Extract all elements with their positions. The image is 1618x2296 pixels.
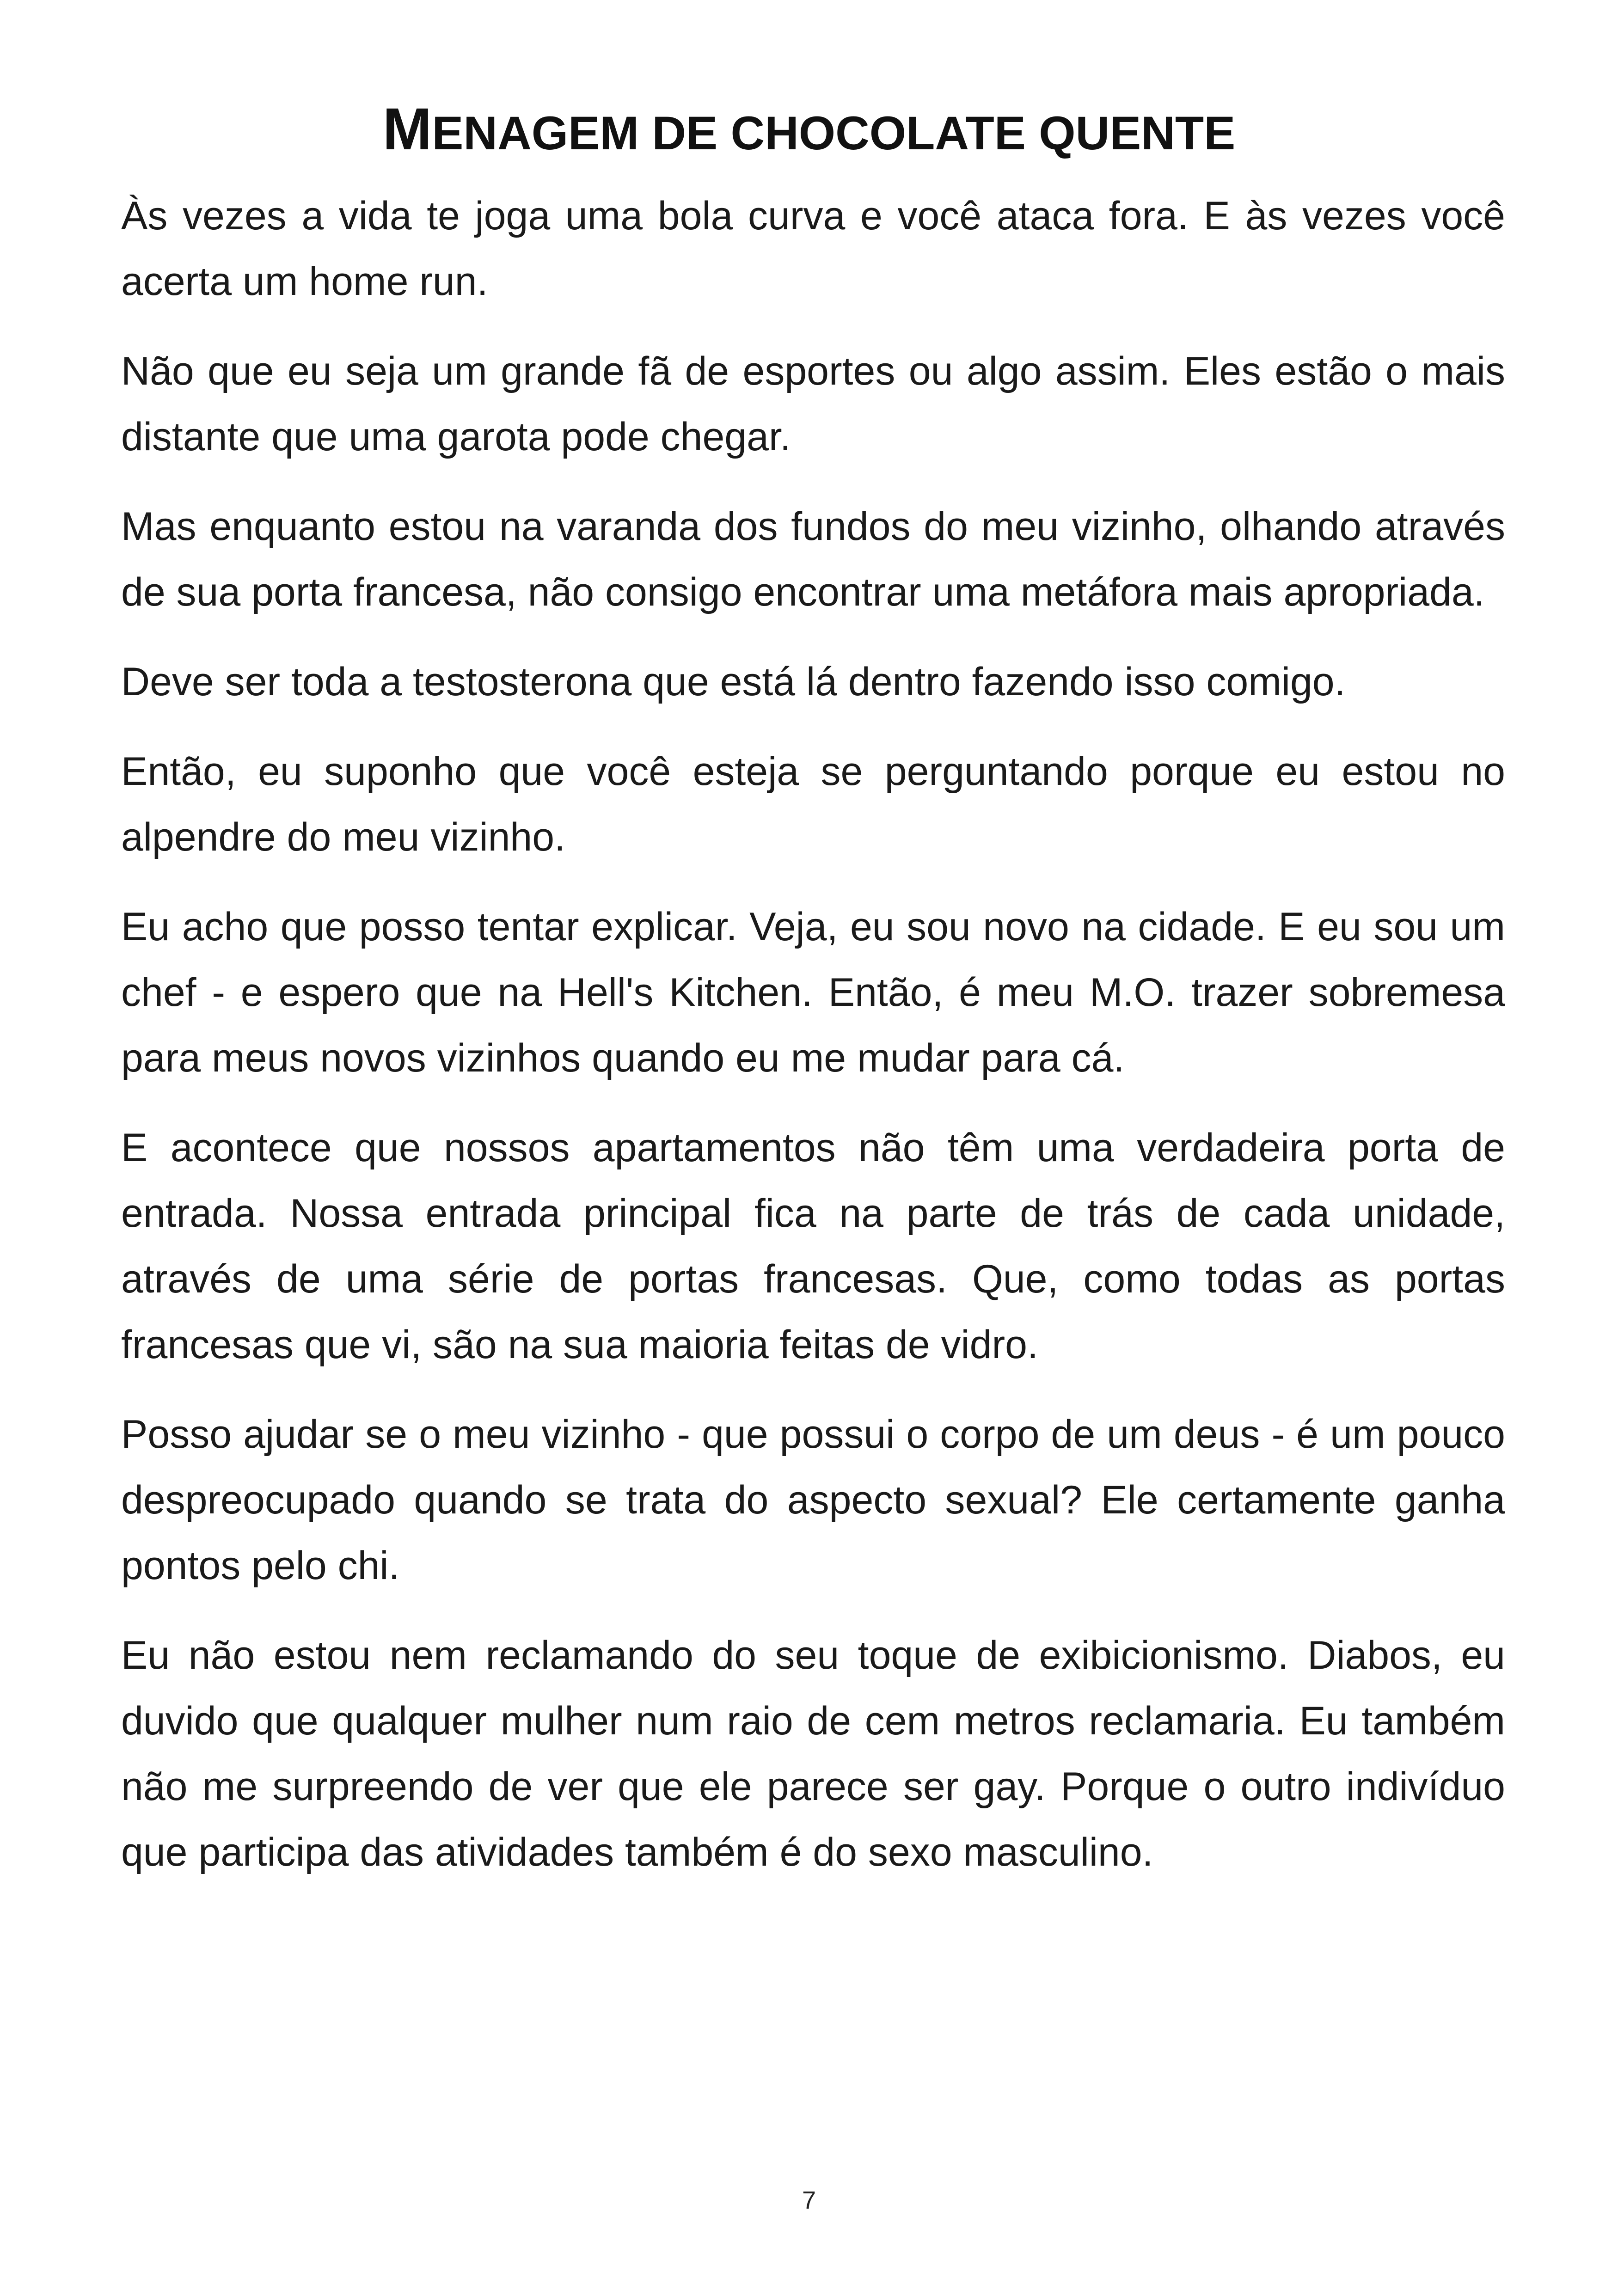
paragraph: Mas enquanto estou na varanda dos fundos do meu vizinho, olhando através de sua porta francesa, não consigo encontrar uma metáfora mais apropriada.	[121, 504, 1505, 614]
page-number: 7	[802, 2186, 816, 2214]
body-text	[121, 183, 1505, 1909]
paragraph: Deve ser toda a testosterona que está lá dentro fazendo isso comigo.	[121, 660, 1346, 704]
paragraph: Não que eu seja um grande fã de esportes ou algo assim. Eles estão o mais distante que uma garota pode chegar.	[121, 349, 1505, 459]
paragraph: Posso ajudar se o meu vizinho - que possui o corpo de um deus - é um pouco despreocupado quando se trata do aspecto sexual? Ele certamente ganha pontos pelo chi.	[121, 1412, 1505, 1588]
chapter-title-rest: ENAGEM DE CHOCOLATE QUENTE	[432, 107, 1236, 159]
chapter-title-initial: M	[382, 96, 432, 162]
paragraph: Então, eu suponho que você esteja se perguntando porque eu estou no alpendre do meu vizinho.	[121, 749, 1505, 859]
paragraph: Eu não estou nem reclamando do seu toque de exibicionismo. Diabos, eu duvido que qualquer mulher num raio de cem metros reclamaria. Eu também não me surpreendo de ver que ele parece ser gay. Porque o outro indivíduo que participa das atividades também é do sexo masculino.	[121, 1633, 1505, 1874]
paragraph: E acontece que nossos apartamentos não têm uma verdadeira porta de entrada. Nossa entrada principal fica na parte de trás de cada unidade, através de uma série de portas francesas. Que, como todas as portas francesas que vi, são na sua maioria feitas de vidro.	[121, 1126, 1505, 1367]
chapter-title	[0, 92, 1618, 170]
paragraph: Às vezes a vida te joga uma bola curva e você ataca fora. E às vezes você acerta um home run.	[121, 194, 1505, 304]
paragraph: Eu acho que posso tentar explicar. Veja, eu sou novo na cidade. E eu sou um chef - e espero que na Hell's Kitchen. Então, é meu M.O. trazer sobremesa para meus novos vizinhos quando eu me mudar para cá.	[121, 905, 1505, 1080]
